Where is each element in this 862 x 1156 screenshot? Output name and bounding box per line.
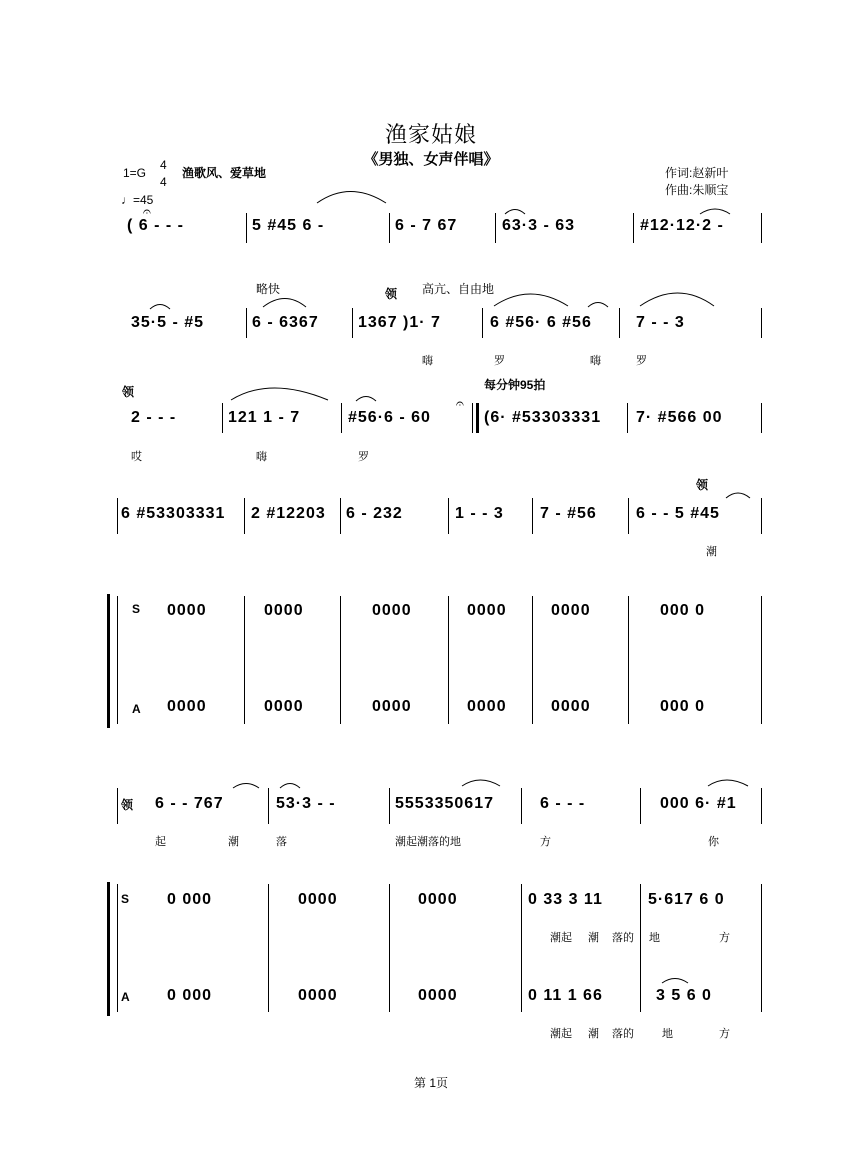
lyric: 地 xyxy=(662,1028,673,1040)
soprano-label: S xyxy=(132,602,141,616)
lyric: 方 xyxy=(719,932,730,944)
page-number: 第 1页 xyxy=(413,1076,448,1090)
time-signature-top: 4 xyxy=(160,158,167,172)
barline xyxy=(761,403,762,433)
lyric: 起 xyxy=(155,836,166,848)
lyric: 落 xyxy=(276,836,287,848)
expression-mark: 渔歌风、爱草地 xyxy=(182,166,267,180)
alto-measure: 0 000 xyxy=(167,987,213,1004)
fermata-icon: 𝄐 xyxy=(143,204,151,220)
barline xyxy=(761,788,762,824)
alto-measure: 3 5 6 0 xyxy=(656,987,712,1004)
barline xyxy=(640,788,641,824)
measure: 35·5 - #5 xyxy=(131,314,205,331)
measure: 6 - - 767 xyxy=(155,795,224,812)
barline xyxy=(640,884,641,1012)
barline xyxy=(246,308,247,338)
tempo-change-mark: 略快 xyxy=(256,282,281,296)
barline xyxy=(761,213,762,243)
alto-measure: 0000 xyxy=(264,698,304,715)
slur xyxy=(494,294,568,306)
tempo-value: =45 xyxy=(133,193,154,207)
lyric: 潮 xyxy=(706,546,717,558)
barline xyxy=(117,884,118,1012)
barline xyxy=(341,403,342,433)
alto-measure: 0000 xyxy=(298,987,338,1004)
measure: 6 #56· 6 #56 xyxy=(490,314,592,331)
slur xyxy=(662,979,688,984)
barline xyxy=(244,498,245,534)
slur xyxy=(700,209,730,214)
slur xyxy=(462,780,500,786)
alto-measure: 0000 xyxy=(167,698,207,715)
alto-measure: 0 11 1 66 xyxy=(528,987,603,1004)
slur xyxy=(356,397,376,402)
lead-mark: 领 xyxy=(385,287,398,301)
alto-measure: 000 0 xyxy=(660,698,706,715)
alto-measure: 0000 xyxy=(418,987,458,1004)
barline xyxy=(389,884,390,1012)
slur xyxy=(150,305,170,310)
alto-label: A xyxy=(132,702,141,716)
lyric: 嗨 xyxy=(422,355,433,367)
barline xyxy=(633,213,634,243)
lyric: 你 xyxy=(708,836,719,848)
soprano-measure: 0000 xyxy=(467,602,507,619)
barline xyxy=(521,884,522,1012)
slur xyxy=(280,784,300,789)
lyric: 方 xyxy=(540,836,551,848)
soprano-measure: 0000 xyxy=(418,891,458,908)
time-signature-bottom: 4 xyxy=(160,175,167,189)
lyric: 落的 xyxy=(612,1028,634,1040)
lyric: 落的 xyxy=(612,932,634,944)
measure: 63·3 - 63 xyxy=(502,217,576,234)
measure: 7· #566 00 xyxy=(636,409,723,426)
barline xyxy=(532,498,533,534)
measure: 2 - - - xyxy=(131,409,177,426)
barline xyxy=(495,213,496,243)
soprano-measure: 0000 xyxy=(264,602,304,619)
slur xyxy=(726,493,750,498)
barline xyxy=(117,788,118,824)
barline xyxy=(448,498,449,534)
barline xyxy=(521,788,522,824)
slur xyxy=(317,192,386,204)
barline xyxy=(761,498,762,534)
lyric: 方 xyxy=(719,1028,730,1040)
measure: 7 - - 3 xyxy=(636,314,685,331)
barline xyxy=(761,884,762,1012)
barline xyxy=(268,884,269,1012)
lyric: 潮 xyxy=(588,932,599,944)
slur xyxy=(263,299,306,308)
score-title: 渔家姑娘 xyxy=(384,122,477,147)
expression-mark: 高亢、自由地 xyxy=(422,282,495,296)
measure: 53·3 - - xyxy=(276,795,336,812)
measure: 6 - 7 67 xyxy=(395,217,458,234)
lyric: 潮起 xyxy=(550,1028,572,1040)
barline xyxy=(619,308,620,338)
slur xyxy=(708,780,748,786)
slur xyxy=(233,784,259,789)
measure: 6 - 6367 xyxy=(252,314,319,331)
fermata-icon: 𝄐 xyxy=(456,396,464,412)
measure: #56·6 - 60 xyxy=(348,409,431,426)
slur xyxy=(640,293,714,306)
barline xyxy=(627,403,628,433)
soprano-measure: 0000 xyxy=(298,891,338,908)
repeat-barline xyxy=(476,403,479,433)
slur xyxy=(231,388,328,400)
measure: 7 - #56 xyxy=(540,505,597,522)
barline xyxy=(628,596,629,724)
lead-mark: 领 xyxy=(122,385,135,399)
lyric: 哎 xyxy=(131,451,142,463)
barline xyxy=(472,403,473,433)
measure: 5553350617 xyxy=(395,795,494,812)
lyric: 潮 xyxy=(228,836,239,848)
measure: (6· #53303331 xyxy=(484,409,602,426)
score-subtitle: 《男独、女声伴唱》 xyxy=(363,151,499,168)
soprano-measure: 0 000 xyxy=(167,891,213,908)
lyric: 地 xyxy=(649,932,660,944)
soprano-measure: 0 33 3 11 xyxy=(528,891,603,908)
measure: 6 #53303331 xyxy=(121,505,226,522)
slur xyxy=(588,303,608,308)
barline xyxy=(340,498,341,534)
lyric: 嗨 xyxy=(256,451,267,463)
measure: 5 #45 6 - xyxy=(252,217,325,234)
soprano-measure: 5·617 6 0 xyxy=(648,891,725,908)
choir-bracket xyxy=(107,882,110,1016)
barline xyxy=(532,596,533,724)
barline xyxy=(389,788,390,824)
measure: 6 - - 5 #45 xyxy=(636,505,720,522)
barline xyxy=(268,788,269,824)
barline xyxy=(117,596,118,724)
barline xyxy=(482,308,483,338)
measure: 1367 )1· 7 xyxy=(358,314,441,331)
barline xyxy=(761,308,762,338)
barline xyxy=(761,596,762,724)
measure: 121 1 - 7 xyxy=(228,409,301,426)
barline xyxy=(352,308,353,338)
soprano-measure: 000 0 xyxy=(660,602,706,619)
measure: 1 - - 3 xyxy=(455,505,504,522)
soprano-measure: 0000 xyxy=(167,602,207,619)
measure: #12·12·2 - xyxy=(640,217,724,234)
barline xyxy=(222,403,223,433)
lyric: 潮起 xyxy=(550,932,572,944)
alto-measure: 0000 xyxy=(467,698,507,715)
soprano-measure: 0000 xyxy=(372,602,412,619)
slur xyxy=(505,210,525,215)
lyric: 潮 xyxy=(588,1028,599,1040)
soprano-label: S xyxy=(121,892,130,906)
measure: ( 6 - - - xyxy=(127,217,184,234)
key-signature: 1=G xyxy=(123,166,147,180)
barline xyxy=(628,498,629,534)
choir-bracket xyxy=(107,594,110,728)
lyric: 罗 xyxy=(636,355,647,367)
lead-mark: 领 xyxy=(121,798,134,812)
measure: 6 - 232 xyxy=(346,505,403,522)
barline xyxy=(246,213,247,243)
lyric: 潮起潮落的地 xyxy=(395,836,461,848)
lyric: 罗 xyxy=(494,355,505,367)
barline xyxy=(448,596,449,724)
barline xyxy=(389,213,390,243)
tempo-mark: ♩=45 xyxy=(121,193,154,207)
barline xyxy=(244,596,245,724)
lyricist-credit: 作词:赵新叶 xyxy=(665,166,729,180)
lyric: 罗 xyxy=(358,451,369,463)
tempo-mark: 每分钟95拍 xyxy=(484,378,546,392)
alto-measure: 0000 xyxy=(551,698,591,715)
measure: 6 - - - xyxy=(540,795,586,812)
barline xyxy=(117,498,118,534)
alto-label: A xyxy=(121,990,130,1004)
lyric: 嗨 xyxy=(590,355,601,367)
measure: 000 6· #1 xyxy=(660,795,737,812)
measure: 2 #12203 xyxy=(251,505,326,522)
barline xyxy=(340,596,341,724)
soprano-measure: 0000 xyxy=(551,602,591,619)
lead-mark: 领 xyxy=(696,478,709,492)
alto-measure: 0000 xyxy=(372,698,412,715)
composer-credit: 作曲:朱顺宝 xyxy=(665,183,729,197)
